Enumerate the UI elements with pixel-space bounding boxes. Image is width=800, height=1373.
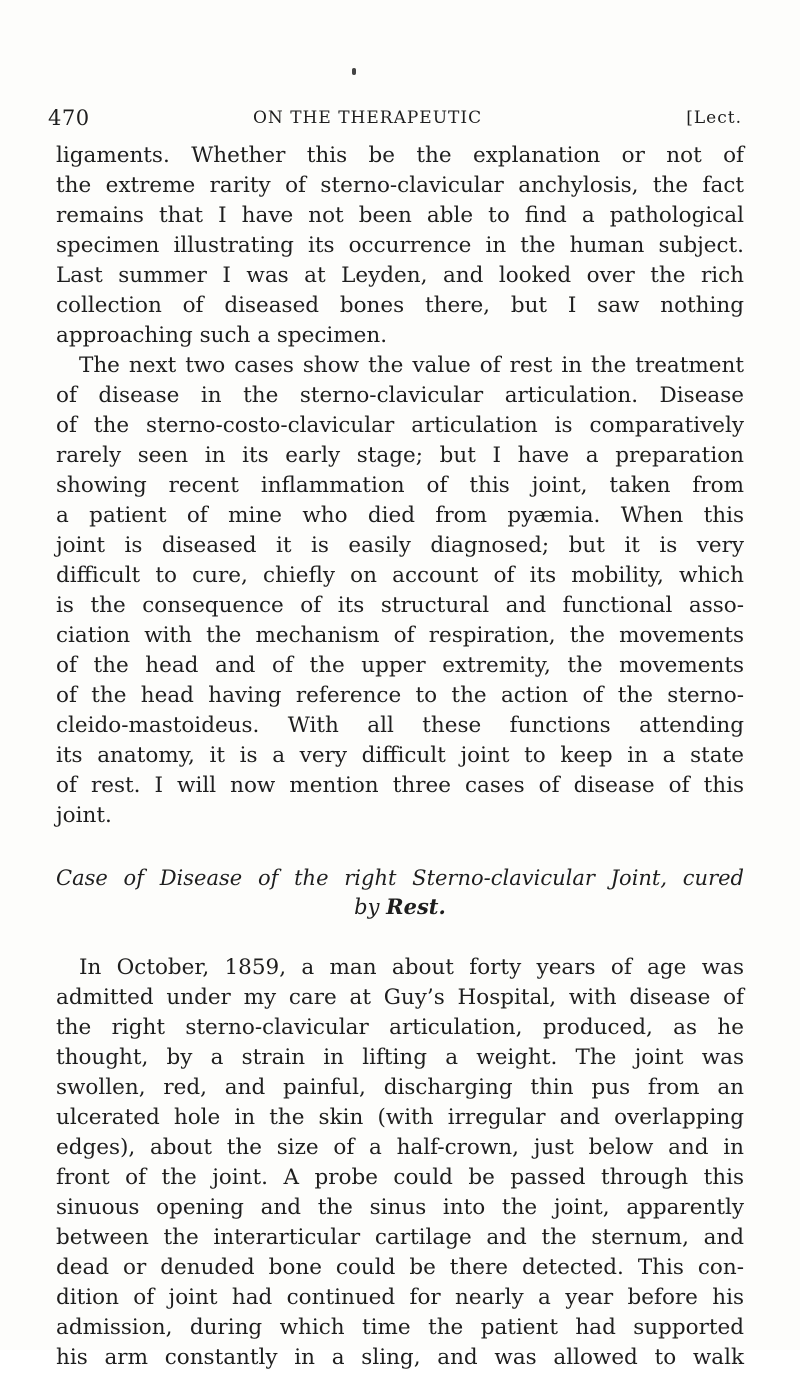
page-header — [48, 106, 742, 136]
text-line: approaching such a specimen. — [56, 323, 388, 348]
ink-speck — [352, 68, 356, 75]
text-line: specimen illustrating its occurrence in the human subject. — [56, 233, 744, 258]
text-line: the right sterno-clavicular articulation, produced, as he — [56, 1015, 744, 1040]
text-line: joint. — [56, 803, 112, 828]
text-line: between the interarticular cartilage and the sternum, and — [56, 1225, 744, 1250]
text-line: collection of diseased bones there, but I saw nothing — [56, 293, 744, 318]
case-heading-line1: Case of Disease of the right Sterno-clavicular Joint, cured — [56, 866, 744, 890]
text-line: of the head having reference to the action of the sterno- — [56, 683, 744, 708]
text-line: admission, during which time the patient had supported — [56, 1315, 744, 1340]
case-heading-prefix: by — [354, 895, 387, 919]
text-line: sinuous opening and the sinus into the joint, apparently — [56, 1195, 744, 1220]
text-line: remains that I have not been able to find a pathological — [56, 203, 744, 228]
text-line: his arm constantly in a sling, and was allowed to walk — [56, 1345, 744, 1370]
case-heading-line2 — [56, 893, 744, 921]
page-number: 470 — [48, 106, 90, 130]
text-line: The next two cases show the value of rest in the treatment — [79, 353, 744, 378]
text-line: joint is diseased it is easily diagnosed; but it is very — [56, 533, 744, 558]
text-line: front of the joint. A probe could be passed through this — [56, 1165, 744, 1190]
text-line: a patient of mine who died from pyæmia. When this — [56, 503, 744, 528]
text-line: of the head and of the upper extremity, the movements — [56, 653, 744, 678]
text-line: cleido-mastoideus. With all these functions attending — [56, 713, 744, 738]
text-line: In October, 1859, a man about forty years of age was — [79, 955, 744, 980]
case-heading-bold: Rest. — [386, 894, 446, 919]
text-line: ligaments. Whether this be the explanation or not of — [56, 143, 744, 168]
text-line: showing recent inflammation of this joint, taken from — [56, 473, 744, 498]
text-line: of the sterno-costo-clavicular articulation is comparatively — [56, 413, 744, 438]
text-line: dition of joint had continued for nearly a year before his — [56, 1285, 744, 1310]
text-line: Last summer I was at Leyden, and looked over the rich — [56, 263, 744, 288]
text-line: its anatomy, it is a very difficult joint to keep in a state — [56, 743, 744, 768]
text-line: swollen, red, and painful, discharging thin pus from an — [56, 1075, 744, 1100]
text-line: rarely seen in its early stage; but I have a preparation — [56, 443, 744, 468]
text-line: difficult to cure, chiefly on account of its mobility, which — [56, 563, 744, 588]
running-head: ON THE THERAPEUTIC — [253, 108, 483, 128]
text-line: thought, by a strain in lifting a weight. The joint was — [56, 1045, 744, 1070]
text-line: admitted under my care at Guy’s Hospital, with disease of — [56, 985, 744, 1010]
text-line: is the consequence of its structural and functional asso- — [56, 593, 744, 618]
text-line: ciation with the mechanism of respiration, the movements — [56, 623, 744, 648]
text-line: the extreme rarity of sterno-clavicular anchylosis, the fact — [56, 173, 744, 198]
text-line: dead or denuded bone could be there detected. This con- — [56, 1255, 744, 1280]
text-line: of rest. I will now mention three cases of disease of this — [56, 773, 744, 798]
text-line: ulcerated hole in the skin (with irregular and overlapping — [56, 1105, 744, 1130]
lecture-mark: [Lect. — [686, 108, 742, 128]
text-line: of disease in the sterno-clavicular articulation. Disease — [56, 383, 744, 408]
text-line: edges), about the size of a half-crown, just below and in — [56, 1135, 744, 1160]
